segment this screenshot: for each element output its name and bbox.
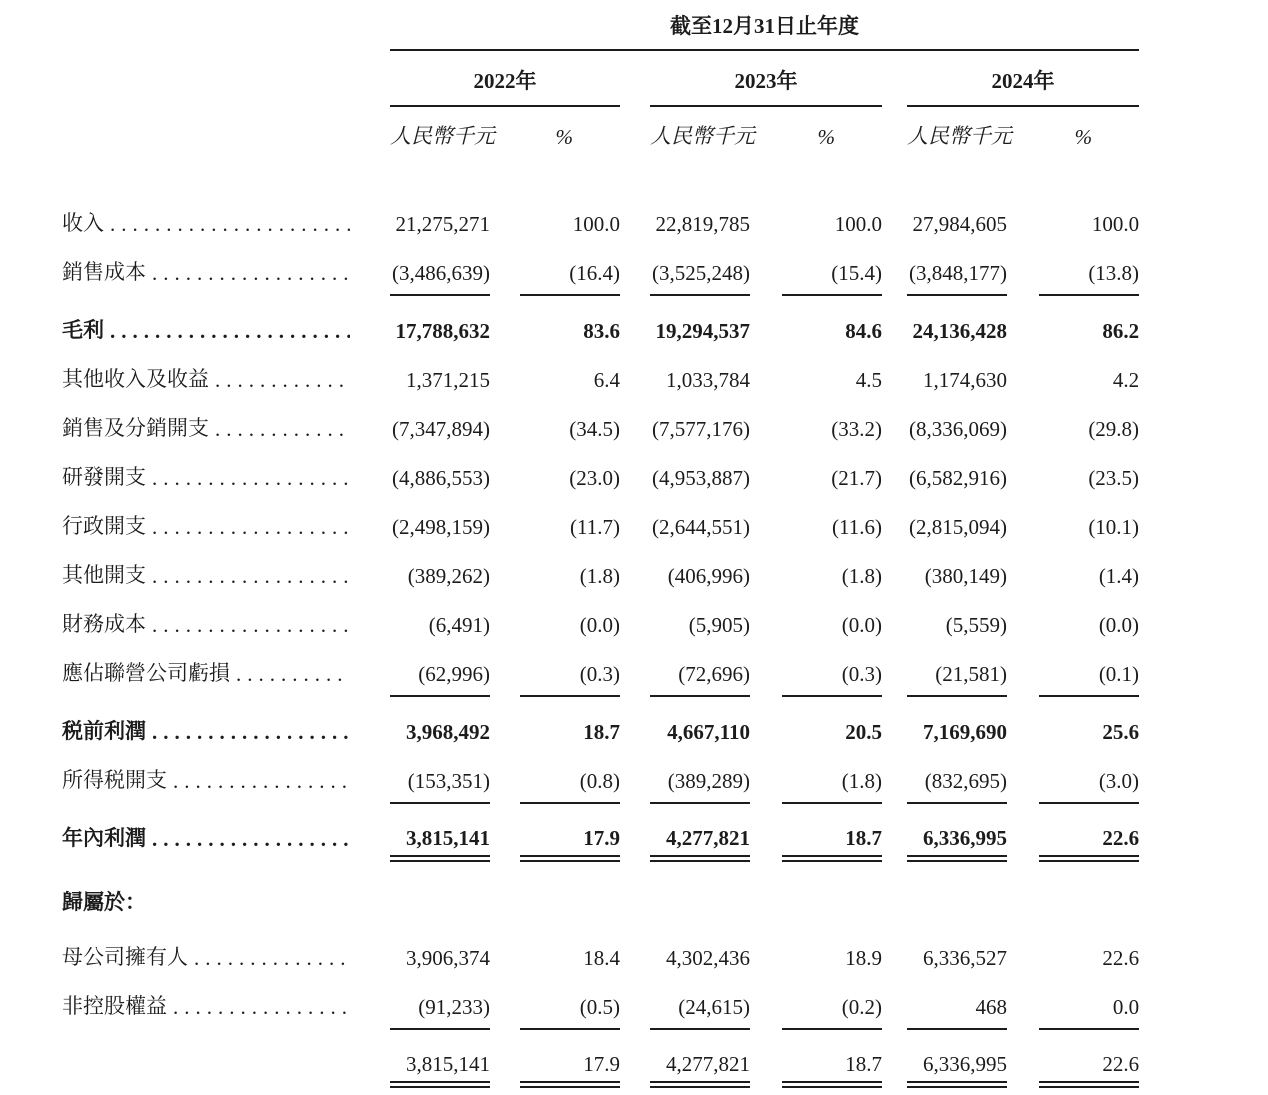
spacer-cell xyxy=(620,862,635,926)
value-cell: (0.1) xyxy=(1039,662,1139,697)
value-cell: (2,815,094) xyxy=(909,515,1007,539)
table-row-other-income xyxy=(62,354,1139,403)
empty-cell xyxy=(490,862,620,926)
value-cell: (406,996) xyxy=(667,564,750,588)
spacer-cell xyxy=(620,501,635,550)
value-cell: 20.5 xyxy=(845,720,882,744)
spacer-cell xyxy=(62,107,350,156)
spacer-cell xyxy=(882,926,892,981)
value-cell: 17,788,632 xyxy=(395,319,490,343)
unit-header: 人民幣千元 xyxy=(650,124,755,148)
spacer-cell xyxy=(350,599,375,648)
value-cell: 19,294,537 xyxy=(655,319,750,343)
value-cell: (3,486,639) xyxy=(390,261,490,296)
spacer-cell xyxy=(620,648,635,697)
value-cell: (29.8) xyxy=(1088,417,1140,441)
spacer-cell xyxy=(62,10,350,51)
row-label: 税前利潤 xyxy=(62,719,146,743)
spacer-cell xyxy=(620,981,635,1030)
value-cell: 7,169,690 xyxy=(923,720,1007,744)
value-cell: (23.0) xyxy=(569,466,620,490)
spacer-cell xyxy=(62,51,350,107)
spacer-cell xyxy=(620,247,635,296)
spacer-cell xyxy=(882,550,892,599)
value-cell: 21,275,271 xyxy=(395,212,490,236)
spacer-cell xyxy=(350,247,375,296)
row-label: 行政開支 xyxy=(62,514,146,538)
value-cell: 6,336,995 xyxy=(907,826,1007,862)
spacer-cell xyxy=(882,247,892,296)
spacer-cell xyxy=(350,354,375,403)
value-cell: 0.0 xyxy=(1039,995,1139,1030)
value-cell: 22,819,785 xyxy=(655,212,750,236)
value-cell: (24,615) xyxy=(650,995,750,1030)
spacer-cell xyxy=(882,599,892,648)
spacer-cell xyxy=(620,452,635,501)
dot-leader xyxy=(173,995,350,1020)
percent-header: % xyxy=(555,125,573,149)
spacer-cell xyxy=(350,862,375,926)
income-statement-table xyxy=(62,10,1139,1088)
table-row-selling-expenses xyxy=(62,403,1139,452)
year-header-2024: 2024年 xyxy=(907,51,1139,107)
dot-leader xyxy=(152,261,350,286)
value-cell: 1,371,215 xyxy=(406,368,490,392)
value-cell: (1.8) xyxy=(841,564,882,588)
row-label: 收入 xyxy=(62,211,104,235)
value-cell: (0.5) xyxy=(520,995,620,1030)
value-cell: (3,848,177) xyxy=(907,261,1007,296)
value-cell: 1,033,784 xyxy=(666,368,750,392)
value-cell: 22.6 xyxy=(1039,1052,1139,1088)
row-label: 所得税開支 xyxy=(62,768,167,792)
table-row-gross-profit xyxy=(62,296,1139,354)
table-row-share-of-associates-loss xyxy=(62,648,1139,697)
year-header-2023: 2023年 xyxy=(650,51,882,107)
dot-leader xyxy=(236,662,350,687)
value-cell: 6,336,995 xyxy=(907,1052,1007,1088)
value-cell: 100.0 xyxy=(572,212,620,236)
spacer-cell xyxy=(350,198,375,247)
value-cell: 86.2 xyxy=(1102,319,1140,343)
value-cell: 4.5 xyxy=(855,368,882,392)
value-cell: 100.0 xyxy=(1091,212,1140,236)
dot-leader xyxy=(110,212,350,237)
value-cell: (389,262) xyxy=(407,564,490,588)
value-cell: (0.0) xyxy=(1098,613,1140,637)
spacer-cell xyxy=(620,403,635,452)
empty-cell xyxy=(1007,862,1139,926)
table-title-row xyxy=(62,10,1139,51)
value-cell: (4,886,553) xyxy=(392,466,490,490)
spacer-cell xyxy=(620,697,635,755)
row-label: 財務成本 xyxy=(62,612,146,636)
spacer-cell xyxy=(350,926,375,981)
spacer-cell xyxy=(620,926,635,981)
value-cell: (1.8) xyxy=(579,564,620,588)
spacer-cell xyxy=(882,981,892,1030)
dot-leader xyxy=(152,827,350,852)
value-cell: (0.0) xyxy=(579,613,620,637)
dot-leader xyxy=(152,613,350,638)
value-cell: (3.0) xyxy=(1039,769,1139,804)
row-label: 應佔聯營公司虧損 xyxy=(62,661,230,685)
value-cell: (0.8) xyxy=(520,769,620,804)
value-cell: 27,984,605 xyxy=(912,212,1007,236)
row-label: 其他開支 xyxy=(62,563,146,587)
value-cell: (389,289) xyxy=(650,769,750,804)
percent-header: % xyxy=(1074,125,1093,149)
value-cell: (7,347,894) xyxy=(392,417,490,441)
value-cell: (4,953,887) xyxy=(652,466,750,490)
table-row-profit-before-tax xyxy=(62,697,1139,755)
value-cell: (91,233) xyxy=(390,995,490,1030)
value-cell: (16.4) xyxy=(520,261,620,296)
spacer-cell xyxy=(350,697,375,755)
value-cell: (5,559) xyxy=(945,613,1007,637)
spacer-cell xyxy=(882,354,892,403)
period-title: 截至12月31日止年度 xyxy=(390,10,1139,51)
dot-leader xyxy=(152,515,350,540)
value-cell: (0.0) xyxy=(841,613,882,637)
table-row-other-expenses xyxy=(62,550,1139,599)
unit-header: 人民幣千元 xyxy=(907,124,1012,148)
table-row-non-controlling-interests xyxy=(62,981,1139,1030)
unit-header: 人民幣千元 xyxy=(390,124,495,148)
spacer-cell xyxy=(882,107,892,156)
value-cell: (7,577,176) xyxy=(652,417,750,441)
value-cell: 84.6 xyxy=(845,319,882,343)
value-cell: (153,351) xyxy=(390,769,490,804)
table-row-rd-expenses xyxy=(62,452,1139,501)
spacer-cell xyxy=(350,107,375,156)
table-row-attributable-to xyxy=(62,862,1139,926)
value-cell: 468 xyxy=(907,995,1007,1030)
spacer-cell xyxy=(882,804,892,862)
dot-leader xyxy=(215,417,350,442)
table-row-admin-expenses xyxy=(62,501,1139,550)
value-cell: (15.4) xyxy=(782,261,882,296)
value-cell: 17.9 xyxy=(520,1052,620,1088)
spacer-cell xyxy=(620,550,635,599)
value-cell: 4,277,821 xyxy=(650,1052,750,1088)
row-label: 非控股權益 xyxy=(62,994,167,1018)
spacer-cell xyxy=(620,107,635,156)
spacer-cell xyxy=(882,648,892,697)
value-cell: (3,525,248) xyxy=(650,261,750,296)
value-cell: 4,667,110 xyxy=(667,720,750,744)
spacer-cell xyxy=(620,354,635,403)
spacer-row xyxy=(62,156,1139,198)
value-cell: (6,491) xyxy=(428,613,490,637)
value-cell: (0.3) xyxy=(520,662,620,697)
value-cell: (0.3) xyxy=(782,662,882,697)
value-cell: 17.9 xyxy=(520,826,620,862)
table-row-revenue xyxy=(62,198,1139,247)
spacer-cell xyxy=(882,697,892,755)
value-cell: (34.5) xyxy=(569,417,620,441)
table-row-total xyxy=(62,1030,1139,1088)
dot-leader xyxy=(152,564,350,589)
spacer-cell xyxy=(620,599,635,648)
value-cell: 100.0 xyxy=(834,212,882,236)
value-cell: 18.9 xyxy=(845,946,882,970)
value-cell: (6,582,916) xyxy=(909,466,1007,490)
value-cell: (1.8) xyxy=(782,769,882,804)
table-row-finance-costs xyxy=(62,599,1139,648)
value-cell: (11.7) xyxy=(570,515,620,539)
spacer-cell xyxy=(350,755,375,804)
row-label: 銷售成本 xyxy=(62,260,146,284)
dot-leader xyxy=(173,769,350,794)
empty-cell xyxy=(892,862,1007,926)
value-cell: 25.6 xyxy=(1102,720,1140,744)
spacer-cell xyxy=(350,648,375,697)
spacer-cell xyxy=(882,862,892,926)
value-cell: 6.4 xyxy=(593,368,620,392)
value-cell: 18.7 xyxy=(782,826,882,862)
spacer-cell xyxy=(882,296,892,354)
table-row-cost-of-sales xyxy=(62,247,1139,296)
value-cell: 4.2 xyxy=(1112,368,1140,392)
spacer-cell xyxy=(350,296,375,354)
value-cell: (10.1) xyxy=(1088,515,1140,539)
spacer-cell xyxy=(620,755,635,804)
year-header-row xyxy=(62,51,1139,107)
value-cell: (2,498,159) xyxy=(392,515,490,539)
spacer-cell xyxy=(882,198,892,247)
row-label: 研發開支 xyxy=(62,465,146,489)
spacer-cell xyxy=(620,1030,635,1088)
value-cell: (1.4) xyxy=(1098,564,1140,588)
spacer-cell xyxy=(882,403,892,452)
value-cell: (380,149) xyxy=(924,564,1007,588)
spacer-cell xyxy=(620,198,635,247)
spacer-cell xyxy=(350,452,375,501)
spacer-cell xyxy=(882,755,892,804)
value-cell: 1,174,630 xyxy=(923,368,1007,392)
value-cell: (62,996) xyxy=(390,662,490,697)
year-header-2022: 2022年 xyxy=(390,51,620,107)
row-label: 母公司擁有人 xyxy=(62,945,188,969)
empty-cell xyxy=(750,862,882,926)
row-label: 其他收入及收益 xyxy=(62,367,209,391)
value-cell: (0.2) xyxy=(782,995,882,1030)
spacer-cell xyxy=(350,804,375,862)
value-cell: 3,815,141 xyxy=(390,826,490,862)
row-label: 歸屬於： xyxy=(62,890,146,914)
dot-leader xyxy=(215,368,350,393)
value-cell: (832,695) xyxy=(907,769,1007,804)
spacer-cell xyxy=(350,501,375,550)
row-label: 毛利 xyxy=(62,318,104,342)
spacer-cell xyxy=(882,1030,892,1088)
column-header-row xyxy=(62,107,1139,156)
dot-leader xyxy=(152,466,350,491)
table-row-profit-for-year xyxy=(62,804,1139,862)
value-cell: 22.6 xyxy=(1039,826,1139,862)
spacer-cell xyxy=(620,296,635,354)
spacer-cell xyxy=(350,51,375,107)
value-cell: (11.6) xyxy=(832,515,882,539)
value-cell: 18.4 xyxy=(583,946,620,970)
spacer-cell xyxy=(350,1030,375,1088)
value-cell: 4,277,821 xyxy=(650,826,750,862)
value-cell: 3,815,141 xyxy=(390,1052,490,1088)
value-cell: 83.6 xyxy=(583,319,620,343)
value-cell: 4,302,436 xyxy=(666,946,750,970)
empty-cell xyxy=(375,862,490,926)
spacer-cell xyxy=(350,403,375,452)
table-row-owners-of-parent xyxy=(62,926,1139,981)
value-cell: (33.2) xyxy=(831,417,882,441)
value-cell: 18.7 xyxy=(782,1052,882,1088)
value-cell: (2,644,551) xyxy=(652,515,750,539)
spacer-cell xyxy=(620,804,635,862)
value-cell: 24,136,428 xyxy=(912,319,1007,343)
row-label: 銷售及分銷開支 xyxy=(62,416,209,440)
value-cell: 3,906,374 xyxy=(406,946,490,970)
spacer-cell xyxy=(882,452,892,501)
value-cell: 18.7 xyxy=(583,720,620,744)
dot-leader xyxy=(152,720,350,745)
value-cell: (8,336,069) xyxy=(909,417,1007,441)
table-row-income-tax-expense xyxy=(62,755,1139,804)
percent-header: % xyxy=(817,125,835,149)
spacer-cell xyxy=(350,981,375,1030)
spacer-cell xyxy=(350,550,375,599)
dot-leader xyxy=(110,319,350,344)
value-cell: (5,905) xyxy=(688,613,750,637)
value-cell: (21.7) xyxy=(831,466,882,490)
value-cell: (13.8) xyxy=(1039,261,1139,296)
value-cell: 3,968,492 xyxy=(406,720,490,744)
value-cell: (21,581) xyxy=(907,662,1007,697)
spacer-cell xyxy=(882,501,892,550)
dot-leader xyxy=(194,946,350,971)
value-cell: 22.6 xyxy=(1102,946,1140,970)
value-cell: (72,696) xyxy=(650,662,750,697)
value-cell: (23.5) xyxy=(1088,466,1140,490)
empty-cell xyxy=(635,862,750,926)
value-cell: 6,336,527 xyxy=(923,946,1007,970)
row-label: 年內利潤 xyxy=(62,826,146,850)
